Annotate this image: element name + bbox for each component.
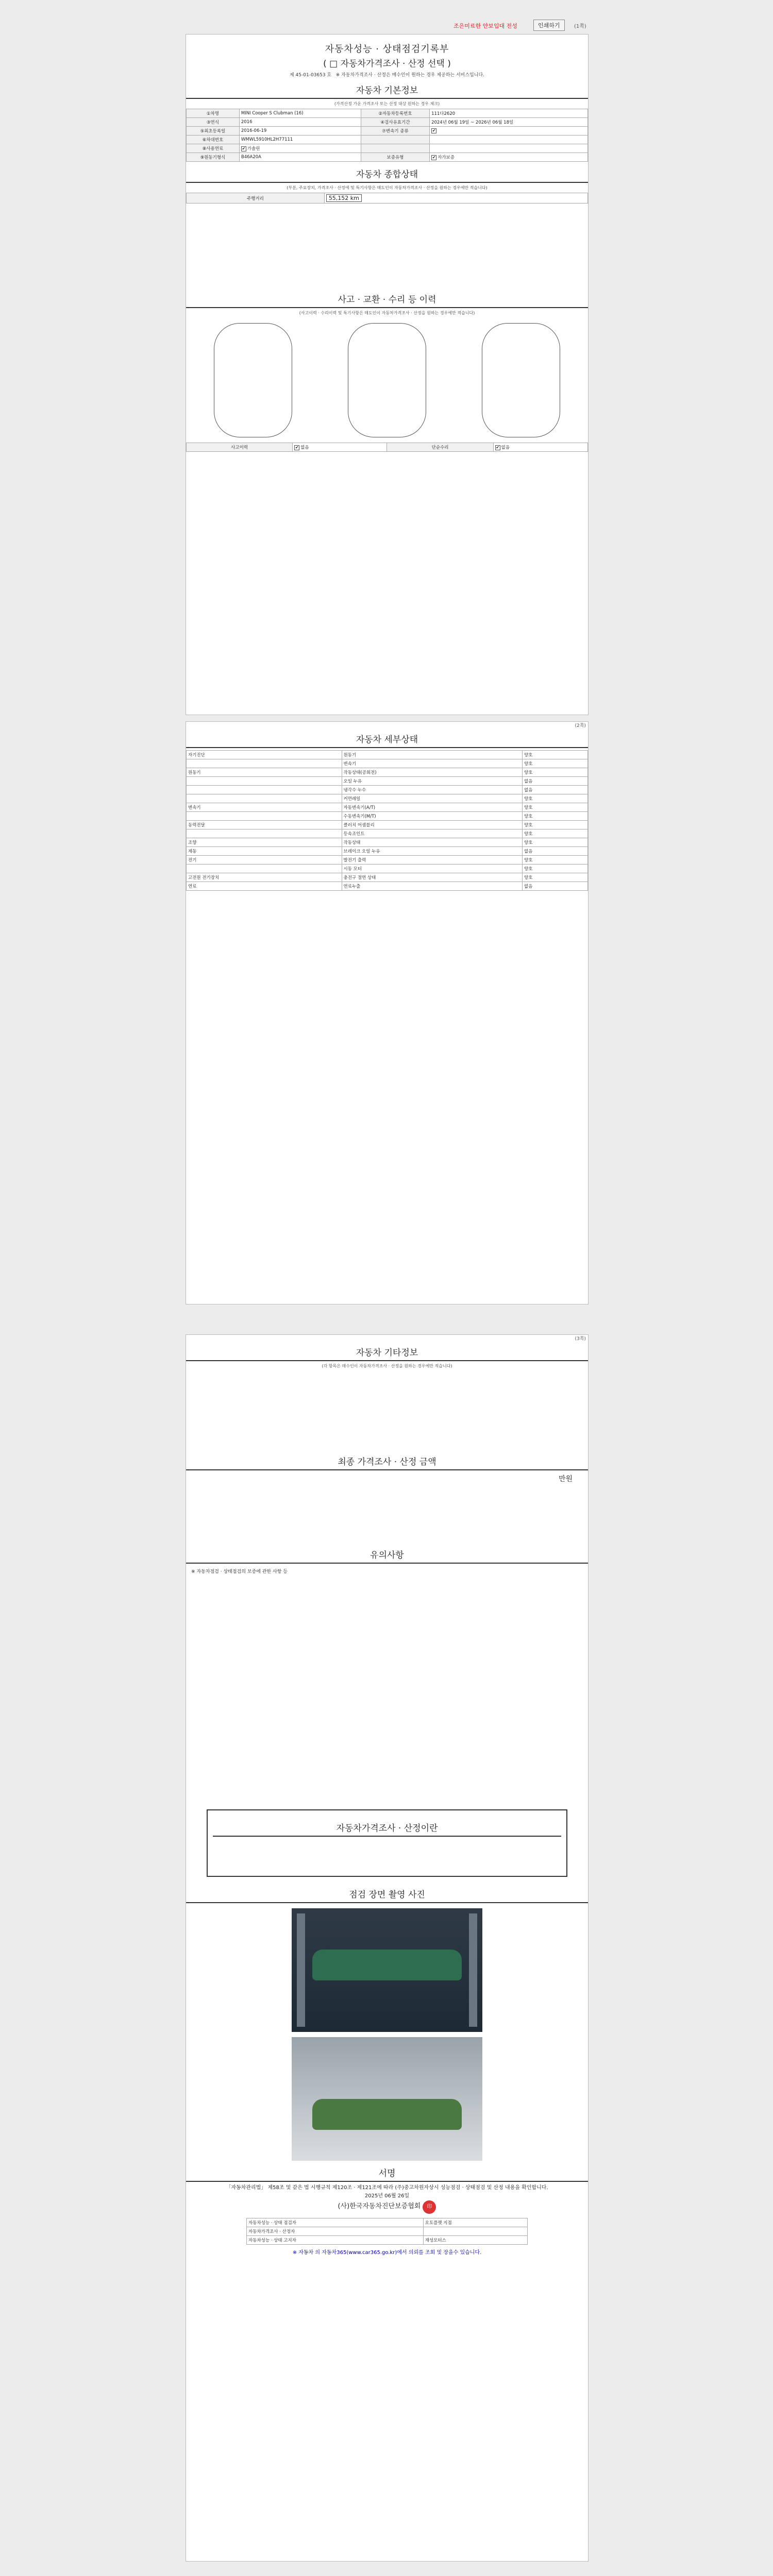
notice-title: 유의사항 [186,1548,588,1564]
page-3 [186,1334,589,2562]
price-placeholder [186,1485,588,1543]
page-number: (1쪽) [574,24,586,29]
detail-state: 양호 [523,803,588,812]
label: ④검사유효기간 [361,118,429,127]
value: 재성모터스 [423,2236,527,2245]
label: ③연식 [187,118,240,127]
accident-title: 사고 · 교환 · 수리 등 이력 [186,292,588,308]
detail-item: 오일 누유 [342,777,522,786]
detail-group: 전기 [187,856,342,865]
warranty-title: 자동차가격조사 · 산정이란 [213,1821,561,1837]
detail-state: 양호 [523,838,588,847]
page-1 [186,34,589,715]
label: 자동차성능 · 상태 점검자 [247,2218,424,2227]
state-table [186,193,588,204]
detail-group [187,812,342,821]
detail-table [186,750,588,891]
label: ⑨원동기형식 [187,153,240,162]
detail-state: 양호 [523,794,588,803]
car-bottom-view [482,323,560,437]
value: 없음 [300,445,309,450]
check-icon [294,445,299,450]
car-top-view [214,323,292,437]
detail-row [187,847,588,856]
basic-info-table [186,109,588,162]
detail-row [187,794,588,803]
detail-group [187,794,342,803]
detail-item: 커먼레일 [342,794,522,803]
check-icon [495,445,500,450]
page-2 [186,721,589,1304]
record-title: 자동차성능 · 상태점검기록부 [325,44,449,55]
value: B46A20A [239,153,361,162]
label: 주행거리 [187,193,325,204]
sign-text: 「자동차관리법」 제58조 및 같은 법 시행규칙 제120조 · 제121조에 따라 (주)중고차원자상시 성능점검 · 상태점검 및 산정 내용을 확인합니다. [226,2185,548,2191]
state-title: 자동차 종합상태 [186,167,588,183]
value: 2016-06-19 [239,127,361,135]
price-title: 최종 가격조사 · 산정 금액 [186,1454,588,1470]
detail-group [187,777,342,786]
notice-placeholder [186,1577,588,1799]
basic-info-title: 자동차 기본정보 [186,83,588,99]
detail-item: 작동상태 [342,838,522,847]
page-number: (3쪽) [575,1336,586,1342]
warranty-placeholder [213,1839,561,1871]
accident-note: (사고이력 · 수리이력 및 특기사항은 매도인이 자동차가격조사 · 산정을 원하는 경우에만 적습니다) [299,311,475,315]
label: 사고이력 [187,443,293,452]
detail-state: 양호 [523,873,588,882]
detail-row [187,829,588,838]
value: 가솔린 [247,146,260,151]
detail-state: 양호 [523,829,588,838]
detail-group [187,759,342,768]
detail-row [187,865,588,873]
label: ②자동차등록번호 [361,109,429,118]
check-icon [431,128,436,133]
value: 2024년 06월 19일 ~ 2026년 06월 18일 [430,118,588,127]
guide-link[interactable]: 조은미료한 안보입대 전성 [453,23,517,29]
value: 없음 [501,445,510,450]
detail-state: 양호 [523,856,588,865]
check-icon [431,155,436,160]
detail-row [187,803,588,812]
notice-lead: ※ 자동차점검 · 상태점검의 보증에 관한 사항 등 [191,1569,288,1574]
detail-row [187,838,588,847]
other-placeholder [186,1371,588,1449]
car-frame-view [348,323,426,437]
detail-item: 냉각수 누수 [342,786,522,794]
value: WMWL5910HL2H77111 [239,135,361,144]
detail-group: 제동 [187,847,342,856]
inspection-photo-2 [292,2037,482,2161]
footer-note: ※ 자동차 의 자동차365(www.car365.go.kr)에서 의뢰를 조회 및 장을수 있습니다. [292,2250,482,2256]
other-note: (각 항목은 매수인이 자동차가격조사 · 산정을 원하는 경우에만 적습니다) [322,1364,452,1368]
detail-row [187,882,588,891]
value: 111다2620 [430,109,588,118]
sign-date: 2025년 06월 26일 [364,2193,410,2199]
value: 자가보증 [438,155,455,160]
detail-state: 양호 [523,751,588,759]
state-note: (부분, 주요장치, 가격조사 · 산정에 및 특기사항은 매도인이 자동차가격조사 · 산정을 원하는 경우에만 적습니다) [287,185,488,190]
detail-item: 발전기 출력 [342,856,522,865]
label: 보증유형 [361,153,429,162]
detail-row [187,812,588,821]
detail-group: 연료 [187,882,342,891]
label: 자동차성능 · 상태 고지자 [247,2236,424,2245]
value: 오토플랫 지점 [423,2218,527,2227]
state-detail-placeholder [186,204,588,287]
detail-row [187,751,588,759]
label: 단순수리 [387,443,493,452]
detail-state: 없음 [523,777,588,786]
detail-state: 없음 [523,847,588,856]
record-notice: ※ 자동차가격조사 · 산정은 매수인이 원하는 경우 제공하는 서비스입니다. [335,73,484,78]
photo-title: 점검 장면 촬영 사진 [186,1887,588,1903]
detail-title: 자동차 세부상태 [186,732,588,748]
detail-group: 고전원 전기장치 [187,873,342,882]
print-button[interactable]: 인쇄하기 [533,20,565,31]
other-title: 자동차 기타정보 [186,1345,588,1361]
detail-item: 변속기 [342,759,522,768]
label: ⑤최초등록일 [187,127,240,135]
accident-table [186,443,588,452]
seal-icon: 印 [423,2200,436,2214]
detail-item: 충전구 절연 상태 [342,873,522,882]
label: 자동차가격조사 · 산정자 [247,2227,424,2236]
detail-row [187,873,588,882]
detail-item: 수동변속기(M/T) [342,812,522,821]
detail-row [187,856,588,865]
detail-item: 원동기 [342,751,522,759]
record-subtitle: ( □ 자동차가격조사 · 산정 선택 ) [323,59,451,69]
detail-group: 자기진단 [187,751,342,759]
detail-state: 양호 [523,759,588,768]
label: ⑧사용연료 [187,144,240,153]
detail-state: 양호 [523,812,588,821]
detail-group [187,865,342,873]
mileage-value: 55,152 km [326,194,362,202]
detail-group: 변속기 [187,803,342,812]
detail-state: 양호 [523,865,588,873]
detail-item: 연료누출 [342,882,522,891]
page-number: (2쪽) [575,723,586,728]
detail-state: 양호 [523,768,588,777]
detail-state: 없음 [523,786,588,794]
detail-row [187,821,588,829]
value: MINI Cooper S Clubman (16) [239,109,361,118]
detail-item: 등속조인트 [342,829,522,838]
detail-group: 조향 [187,838,342,847]
detail-group [187,829,342,838]
detail-state: 없음 [523,882,588,891]
warranty-box [207,1809,567,1877]
detail-row [187,768,588,777]
detail-row [187,759,588,768]
detail-group: 동력전달 [187,821,342,829]
sign-table [246,2218,528,2245]
detail-item: 시동 모터 [342,865,522,873]
basic-info-note: (가격산정 가운 가격조사 또는 산정 대상 원하는 경우 체크) [334,101,440,106]
detail-state: 양호 [523,821,588,829]
price-unit: 만원 [558,1475,573,1483]
detail-item: 브레이크 오일 누유 [342,847,522,856]
label: ⑦변속기 종류 [361,127,429,135]
detail-item: 클러치 어셈블리 [342,821,522,829]
detail-group: 원동기 [187,768,342,777]
org-name: (사)한국자동차진단보증협회 [338,2202,421,2210]
value: 2016 [239,118,361,127]
detail-row [187,786,588,794]
car-diagram [186,318,588,443]
label: ⑥차대번호 [187,135,240,144]
sign-title: 서명 [186,2166,588,2182]
inspection-photo-1 [292,1908,482,2032]
label: ①차명 [187,109,240,118]
detail-item: 자동변속기(A/T) [342,803,522,812]
record-number: 제 45-01-03653 호 [289,73,332,78]
check-icon [241,146,246,151]
detail-group [187,786,342,794]
detail-item: 작동상태(공회전) [342,768,522,777]
detail-row [187,777,588,786]
